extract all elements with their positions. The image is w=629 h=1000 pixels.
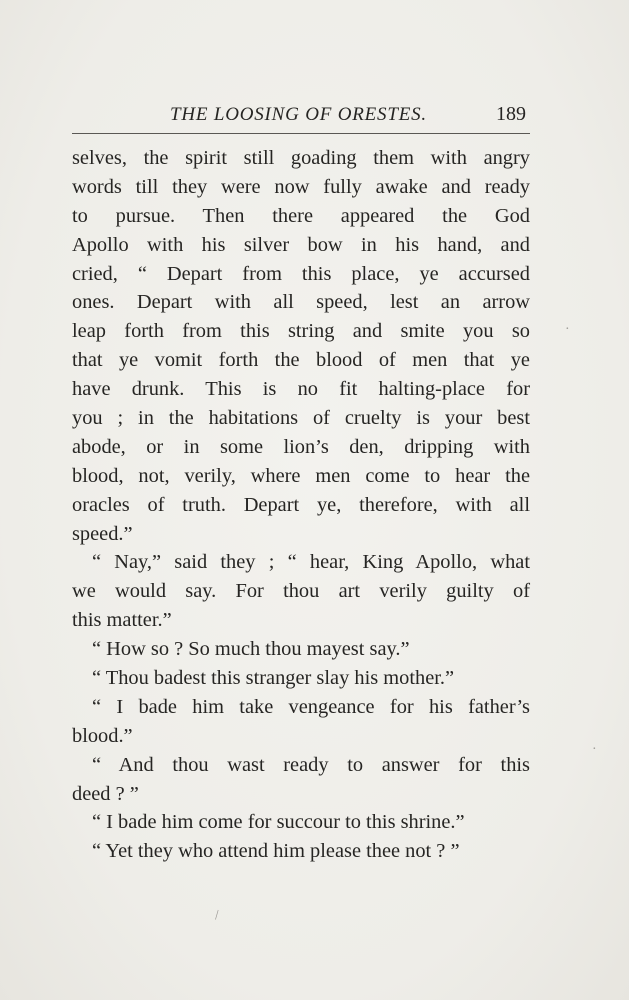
running-title: THE LOOSING OF ORESTES. — [170, 104, 427, 125]
text-line: selves, the spirit still goading them with angry — [72, 147, 530, 169]
text-line: speed.” — [72, 522, 133, 545]
dialogue-line: “ Yet they who attend him please thee not ? ” — [92, 840, 460, 863]
text-line: to pursue. Then there appeared the God — [72, 204, 530, 227]
text-line: words till they were now fully awake and ready — [72, 175, 530, 198]
dialogue-line: “ I bade him take vengeance for his father’s — [92, 695, 530, 718]
page-number: 189 — [496, 103, 526, 125]
paper-speck: · — [592, 742, 597, 757]
header-rule — [72, 133, 530, 134]
text-line: ones. Depart with all speed, lest an arrow — [72, 291, 530, 314]
paper-speck: \ — [210, 908, 223, 923]
running-header — [72, 100, 530, 128]
text-line: abode, or in some lion’s den, dripping with — [72, 435, 530, 458]
text-line: blood.” — [72, 724, 133, 747]
text-line: blood, not, verily, where men come to hear the — [72, 464, 530, 487]
text-line: this matter.” — [72, 609, 172, 632]
text-line: deed ? ” — [72, 782, 139, 805]
paper-speck: · — [565, 322, 570, 337]
text-line: leap forth from this string and smite you so — [72, 320, 530, 343]
text-line: have drunk. This is no fit halting-place for — [72, 378, 530, 401]
dialogue-line: “ Thou badest this stranger slay his mother.” — [92, 667, 455, 690]
text-line: you ; in the habitations of cruelty is your best — [72, 407, 530, 430]
dialogue-line: “ How so ? So much thou mayest say.” — [92, 638, 410, 661]
text-line: Apollo with his silver bow in his hand, and — [72, 233, 530, 256]
body-text — [72, 144, 530, 866]
dialogue-line: “ I bade him come for succour to this shrine.” — [92, 811, 465, 834]
text-line: oracles of truth. Depart ye, therefore, with all — [72, 493, 530, 516]
text-line: cried, “ Depart from this place, ye accursed — [72, 262, 530, 285]
dialogue-line: “ Nay,” said they ; “ hear, King Apollo, what — [92, 551, 530, 574]
dialogue-line: “ And thou wast ready to answer for this — [92, 753, 530, 776]
text-line: that ye vomit forth the blood of men that ye — [72, 349, 530, 372]
text-line: we would say. For thou art verily guilty of — [72, 580, 530, 603]
